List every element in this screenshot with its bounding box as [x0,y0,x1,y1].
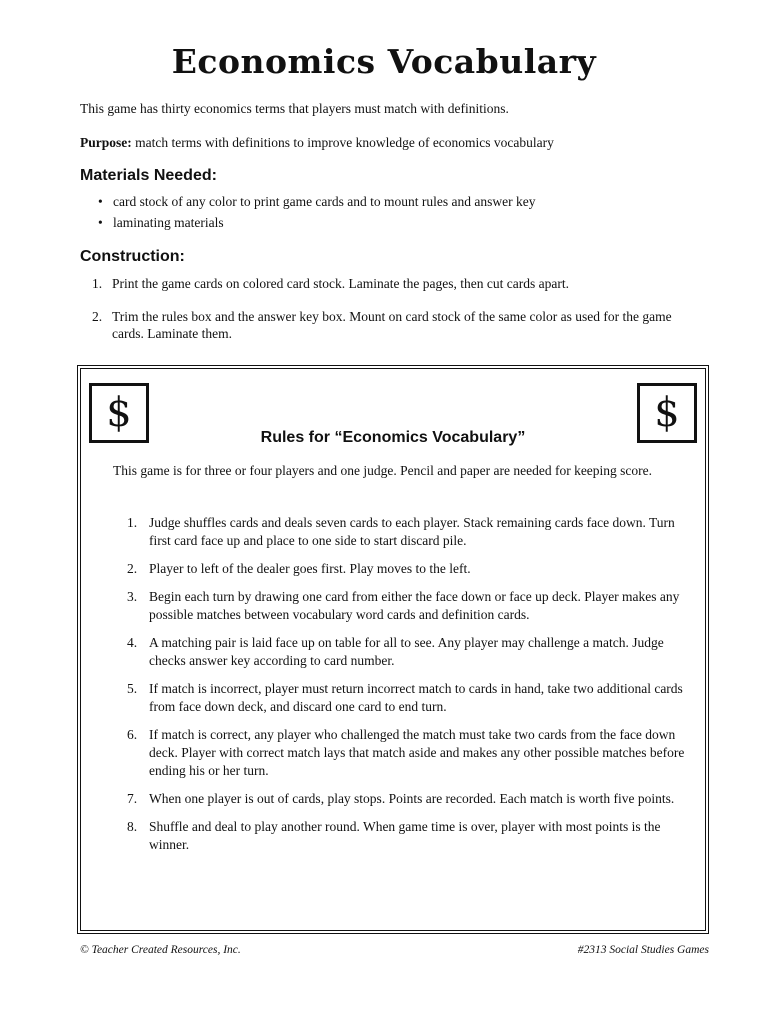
rule-number: 8. [127,819,138,834]
rule-text: Judge shuffles cards and deals seven cards to each player. Stack remaining cards face down. Turn first card face up and place to one side to start discard pile. [149,515,675,548]
construction-list [92,308,702,342]
rule-number: 1. [127,515,138,530]
step-text: Print the game cards on colored card stock. Laminate the pages, then cut cards apart. [112,276,569,291]
list-item [127,680,687,716]
dollar-icon: $ [89,383,149,443]
rule-text: If match is incorrect, player must return incorrect match to cards in hand, take two additional cards from face down deck, and discard one card to end turn. [149,681,683,714]
list-item: • laminating materials [98,214,536,232]
dollar-icon: $ [637,383,697,443]
step-text: Trim the rules box and the answer key box. Mount on card stock of the same color as used for the game cards. Laminate them. [112,309,672,341]
list-item [127,726,687,780]
rule-number: 4. [127,635,138,650]
list-item: • card stock of any color to print game cards and to mount rules and answer key [98,193,536,211]
rules-intro: This game is for three or four players and one judge. Pencil and paper are needed for keeping score. [113,463,653,478]
materials-list [98,193,536,235]
rule-text: Begin each turn by drawing one card from either the face down or face up deck. Player makes any possible matches between vocabulary word cards and definition cards. [149,589,680,622]
rule-number: 5. [127,681,138,696]
footer-book-id: #2313 Social Studies Games [577,944,709,956]
list-item [127,790,687,808]
materials-heading: Materials Needed: [80,167,217,184]
rule-text: Shuffle and deal to play another round. When game time is over, player with most points is the winner. [149,819,661,852]
construction-list [92,275,702,292]
rule-text: If match is correct, any player who challenged the match must take two cards from the face down deck. Player with correct match lays that match aside and makes any other possible matches before ending his or her turn. [149,727,685,778]
rule-text: Player to left of the dealer goes first. Play moves to the left. [149,561,471,576]
rules-box [77,365,709,934]
list-item [92,275,702,292]
rule-text: A matching pair is laid face up on table for all to see. Any player may challenge a match. Judge checks answer key according to card number. [149,635,664,668]
purpose-line [80,134,554,152]
step-number: 1. [92,276,103,291]
rule-text: When one player is out of cards, play stops. Points are recorded. Each match is worth five points. [149,791,675,806]
purpose-text: match terms with definitions to improve knowledge of economics vocabulary [131,135,554,150]
rule-number: 2. [127,561,138,576]
list-item [127,818,687,854]
list-item [127,588,687,624]
list-item [127,514,687,550]
list-item [92,308,702,342]
list-item [127,560,687,578]
list-item [127,634,687,670]
construction-heading: Construction: [80,248,185,265]
page-title: Economics Vocabulary [171,42,597,81]
intro-text: This game has thirty economics terms that players must match with definitions. [80,101,509,116]
footer-copyright: © Teacher Created Resources, Inc. [80,944,241,956]
rule-number: 3. [127,589,138,604]
rules-list [127,514,687,864]
rules-title: Rules for “Economics Vocabulary” [260,429,526,446]
step-number: 2. [92,309,103,324]
rule-number: 6. [127,727,138,742]
rule-number: 7. [127,791,138,806]
purpose-label: Purpose: [80,135,132,150]
